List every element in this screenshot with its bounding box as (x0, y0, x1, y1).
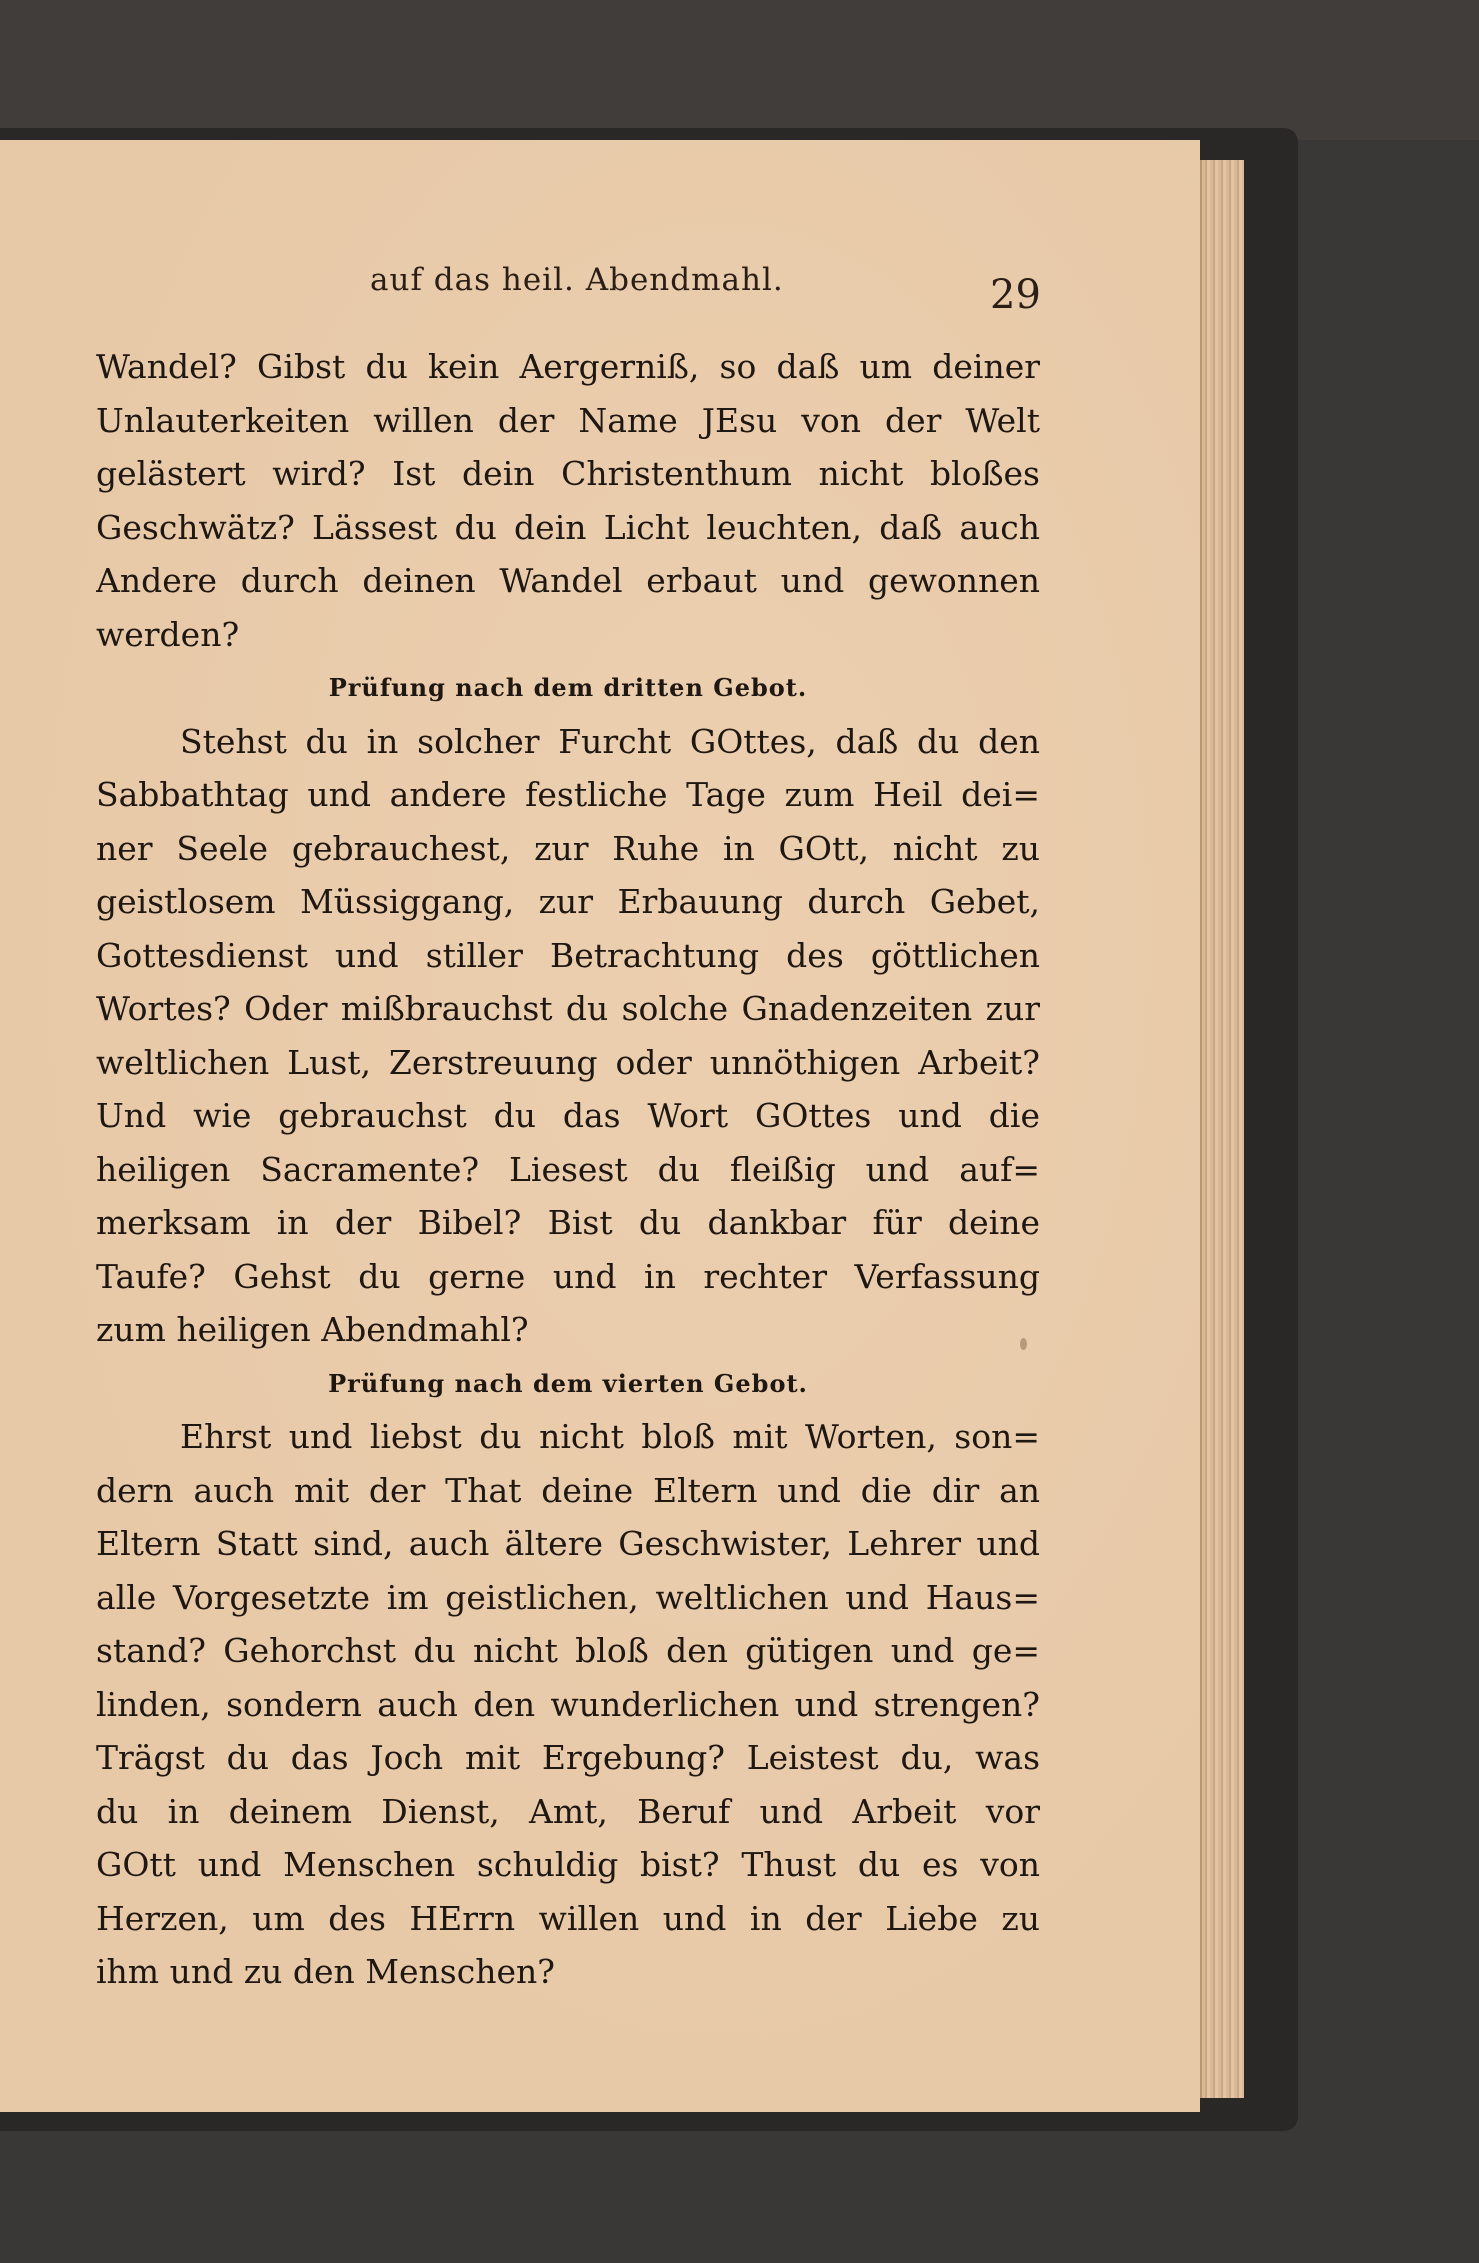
text-line: dern auch mit der That deine Eltern und die dir an (96, 1470, 1040, 1510)
text-line: Und wie gebrauchst du das Wort GOttes und die (96, 1096, 1040, 1135)
text-line: Herzen, um des HErrn willen und in der Liebe zu (96, 1898, 1040, 1938)
text-line: merksam in der Bibel? Bist du dankbar für deine (96, 1203, 1040, 1242)
text-line: Unlauterkeiten willen der Name JEsu von der Welt (96, 400, 1040, 440)
text-line: werden? (96, 614, 240, 654)
running-title: auf das heil. Abendmahl. (370, 262, 784, 298)
running-head (0, 262, 1200, 322)
page-number: 29 (990, 272, 1041, 318)
background (0, 0, 1479, 140)
text-line: gelästert wird? Ist dein Christenthum nicht bloßes (96, 454, 1040, 493)
text-line: Ehrst und liebst du nicht bloß mit Worten, son= (180, 1417, 1040, 1456)
text-line: Wandel? Gibst du kein Aergerniß, so daß um deiner (96, 347, 1040, 386)
text-line: Wortes? Oder mißbrauchst du solche Gnadenzeiten zur (96, 989, 1040, 1028)
text-line: weltlichen Lust, Zerstreuung oder unnöthigen Arbeit? (96, 1042, 1040, 1082)
page-edges (1200, 160, 1244, 2098)
text-line: Gottesdienst und stiller Betrachtung des göttlichen (96, 935, 1040, 975)
text-line: Geschwätz? Lässest du dein Licht leuchten, daß auch (96, 507, 1040, 547)
text-line: ihm und zu den Menschen? (96, 1952, 555, 1991)
text-line: heiligen Sacramente? Liesest du fleißig und auf= (96, 1149, 1040, 1189)
text-line: Trägst du das Joch mit Ergebung? Leistest du, was (96, 1738, 1040, 1777)
text-line: geistlosem Müssiggang, zur Erbauung durch Gebet, (96, 882, 1040, 921)
text-line: Eltern Statt sind, auch ältere Geschwister, Lehrer und (96, 1524, 1040, 1563)
text-line: Taufe? Gehst du gerne und in rechter Verfassung (96, 1256, 1040, 1296)
text-line: Andere durch deinen Wandel erbaut und gewonnen (96, 561, 1040, 600)
body-text (96, 340, 1040, 1999)
section-heading: Prüfung nach dem vierten Gebot. (328, 1368, 808, 1398)
text-line: linden, sondern auch den wunderlichen und strengen? (96, 1684, 1040, 1724)
text-line: du in deinem Dienst, Amt, Beruf und Arbeit vor (96, 1791, 1040, 1831)
text-line: zum heiligen Abendmahl? (96, 1310, 529, 1349)
section-heading: Prüfung nach dem dritten Gebot. (328, 673, 808, 702)
text-line: Stehst du in solcher Furcht GOttes, daß du den (180, 721, 1040, 761)
text-line: Sabbathtag und andere festliche Tage zum Heil dei= (96, 775, 1040, 814)
text-line: ner Seele gebrauchest, zur Ruhe in GOtt, nicht zu (96, 828, 1040, 868)
text-line: alle Vorgesetzte im geistlichen, weltlichen und Haus= (96, 1577, 1040, 1617)
text-line: GOtt und Menschen schuldig bist? Thust du es von (96, 1845, 1040, 1884)
text-line: stand? Gehorchst du nicht bloß den gütigen und ge= (96, 1631, 1040, 1670)
